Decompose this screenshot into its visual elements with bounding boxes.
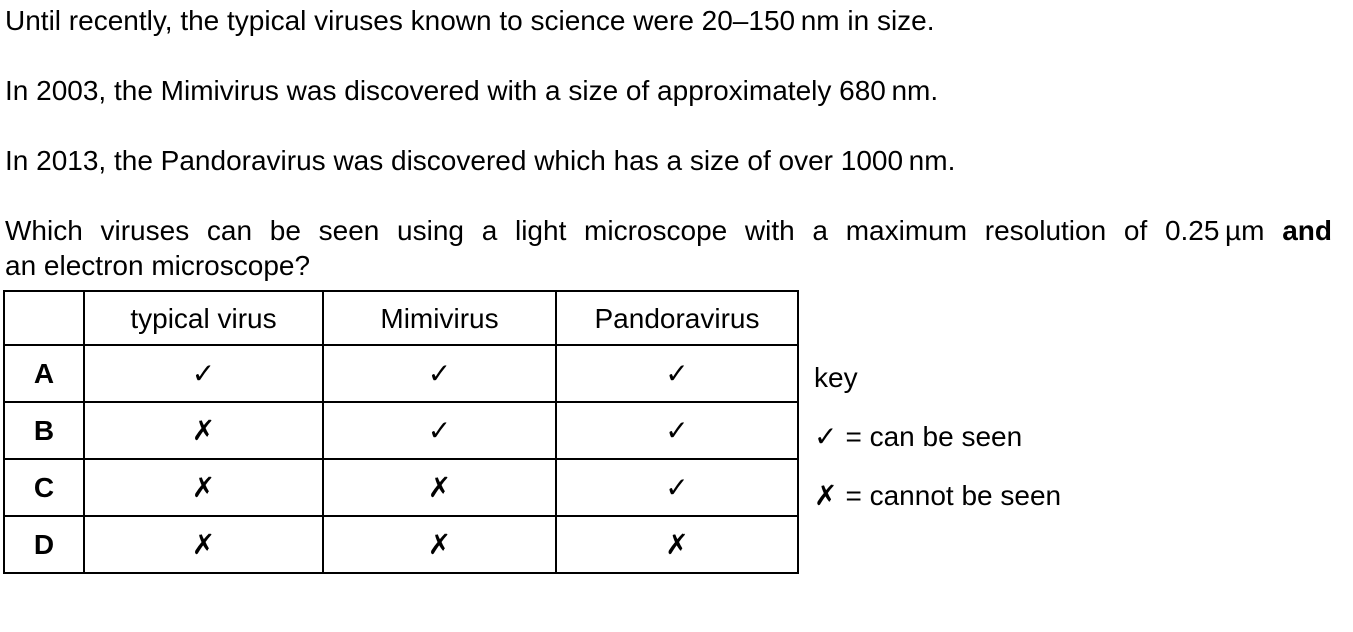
cross-icon: ✗ — [814, 480, 838, 511]
answer-cell: ✗ — [323, 516, 556, 573]
answer-area — [3, 290, 1335, 574]
option-a-label: A — [4, 345, 84, 402]
check-icon: ✓ — [814, 421, 838, 452]
key-entry-cannot-be-seen-text: = cannot be seen — [845, 480, 1062, 511]
answer-cell: ✓ — [556, 459, 798, 516]
option-d-label: D — [4, 516, 84, 573]
answer-cell: ✗ — [84, 459, 323, 516]
answer-cell: ✓ — [84, 345, 323, 402]
key-entry-can-be-seen-text: = can be seen — [845, 421, 1023, 452]
key-entry-cannot-be-seen — [814, 466, 1061, 525]
stem-paragraph-pandoravirus: In 2013, the Pandoravirus was discovered which has a size of over 1000 nm. — [5, 145, 956, 176]
key-legend — [814, 348, 1061, 525]
col-header-pandoravirus: Pandoravirus — [556, 291, 798, 345]
answer-cell: ✓ — [556, 345, 798, 402]
answer-cell: ✗ — [84, 402, 323, 459]
key-entry-can-be-seen — [814, 407, 1061, 466]
option-c-label: C — [4, 459, 84, 516]
answer-cell: ✓ — [556, 402, 798, 459]
stem-paragraph-typical-virus: Until recently, the typical viruses known to science were 20–150 nm in size. — [5, 5, 935, 36]
answer-cell: ✓ — [323, 402, 556, 459]
answer-cell: ✗ — [556, 516, 798, 573]
question-line-1-text: Which viruses can be seen using a light microscope with a maximum resolution of 0.25 µm — [5, 215, 1265, 246]
answer-cell: ✓ — [323, 345, 556, 402]
table-row-c — [4, 459, 798, 516]
key-title: key — [814, 362, 858, 393]
col-header-mimivirus: Mimivirus — [323, 291, 556, 345]
table-row-a — [4, 345, 798, 402]
col-header-typical-virus: typical virus — [84, 291, 323, 345]
stem-paragraph-mimivirus: In 2003, the Mimivirus was discovered with a size of approximately 680 nm. — [5, 75, 939, 106]
question-line-1 — [5, 213, 1332, 248]
header-row — [4, 291, 798, 345]
answer-cell: ✗ — [323, 459, 556, 516]
question-bold-and: and — [1282, 215, 1333, 246]
question-text — [5, 213, 1332, 283]
corner-cell — [4, 291, 84, 345]
answer-table — [3, 290, 799, 574]
question-stem — [5, 3, 1335, 283]
option-b-label: B — [4, 402, 84, 459]
table-row-d — [4, 516, 798, 573]
answer-cell: ✗ — [84, 516, 323, 573]
question-line-2: an electron microscope? — [5, 250, 311, 281]
table-row-b — [4, 402, 798, 459]
